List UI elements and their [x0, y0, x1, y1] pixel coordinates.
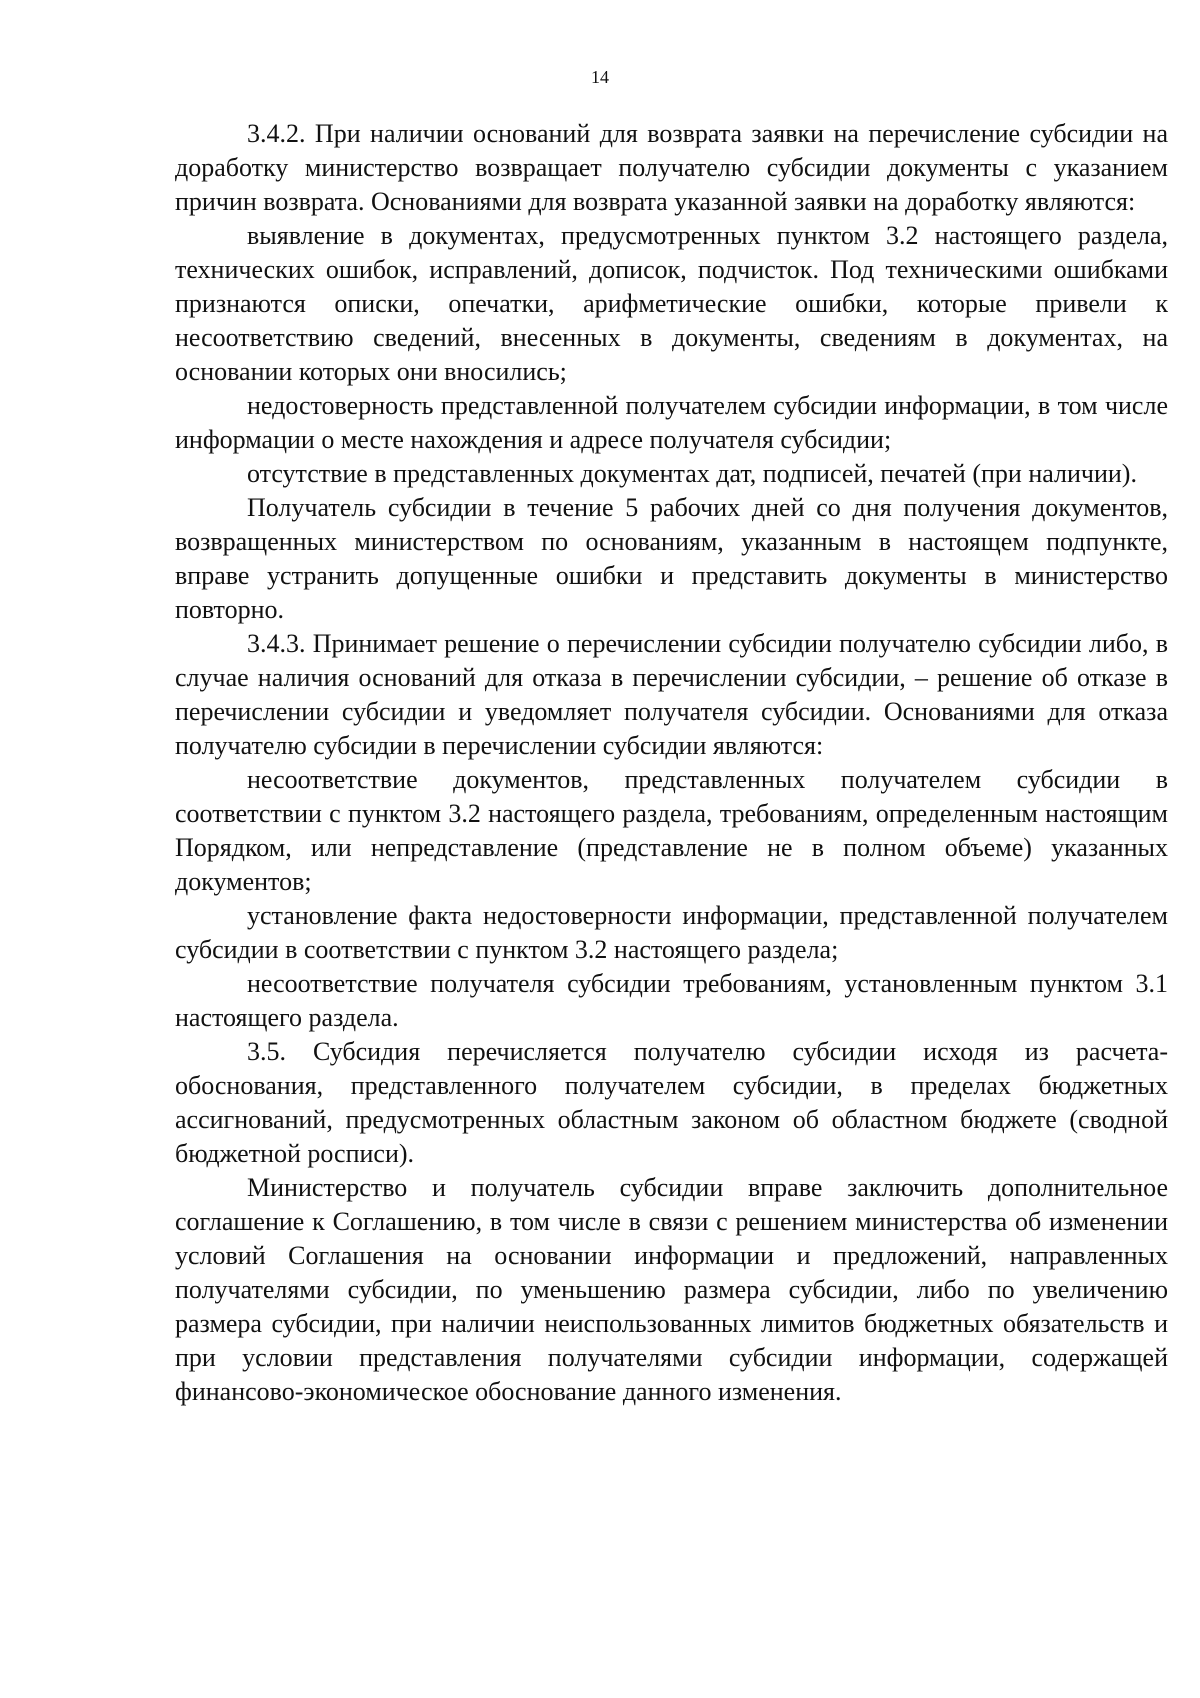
- paragraph-document-mismatch: несоответствие документов, представленных получателем субсидии в соответствии с пунктом 3.2 настоящего раздела, требованиям, определенным настоящим Порядком, или непредставление (представление не в полном объеме) указанных документов;: [175, 765, 1168, 896]
- paragraph-3-5: 3.5. Субсидия перечисляется получателю субсидии исходя из расчета-обоснования, представленного получателем субсидии, в пределах бюджетных ассигнований, предусмотренных областным законом об областном бюджете (сводной бюджетной росписи).: [175, 1037, 1168, 1168]
- paragraph-unreliable-information: недостоверность представленной получателем субсидии информации, в том числе информации о месте нахождения и адресе получателя субсидии;: [175, 391, 1168, 454]
- paragraph-3-4-2: 3.4.2. При наличии оснований для возврата заявки на перечисление субсидии на доработку министерство возвращает получателю субсидии документы с указанием причин возврата. Основаниями для возврата указанной заявки на доработку являются:: [175, 119, 1168, 216]
- paragraph-technical-errors: выявление в документах, предусмотренных пунктом 3.2 настоящего раздела, технических ошибок, исправлений, дописок, подчисток. Под техническими ошибками признаются описки, опечатки, арифметические ошибки, которые привели к несоответствию сведений, внесенных в документы, сведениям в документах, на основании которых они вносились;: [175, 221, 1168, 386]
- paragraph-3-4-3: 3.4.3. Принимает решение о перечислении субсидии получателю субсидии либо, в случае наличия оснований для отказа в перечислении субсидии, – решение об отказе в перечислении субсидии и уведомляет получателя субсидии. Основаниями для отказа получателю субсидии в перечислении субсидии являются:: [175, 629, 1168, 760]
- paragraph-additional-agreement: Министерство и получатель субсидии вправе заключить дополнительное соглашение к Соглашению, в том числе в связи с решением министерства об изменении условий Соглашения на основании информации и предложений, направленных получателями субсидии, по уменьшению размера субсидии, либо по увеличению размера субсидии, при наличии неиспользованных лимитов бюджетных обязательств и при условии представления получателями субсидии информации, содержащей финансово-экономическое обоснование данного изменения.: [175, 1173, 1168, 1406]
- paragraph-resubmission: Получатель субсидии в течение 5 рабочих дней со дня получения документов, возвращенных министерством по основаниям, указанным в настоящем подпункте, вправе устранить допущенные ошибки и представить документы в министерство повторно.: [175, 493, 1168, 624]
- paragraph-missing-signatures: отсутствие в представленных документах дат, подписей, печатей (при наличии).: [247, 459, 1137, 488]
- page-number: 14: [591, 67, 609, 87]
- paragraph-fact-of-unreliability: установление факта недостоверности информации, представленной получателем субсидии в соответствии с пунктом 3.2 настоящего раздела;: [175, 901, 1168, 964]
- document-body: [175, 117, 1168, 1409]
- paragraph-recipient-mismatch: несоответствие получателя субсидии требованиям, установленным пунктом 3.1 настоящего раздела.: [175, 969, 1168, 1032]
